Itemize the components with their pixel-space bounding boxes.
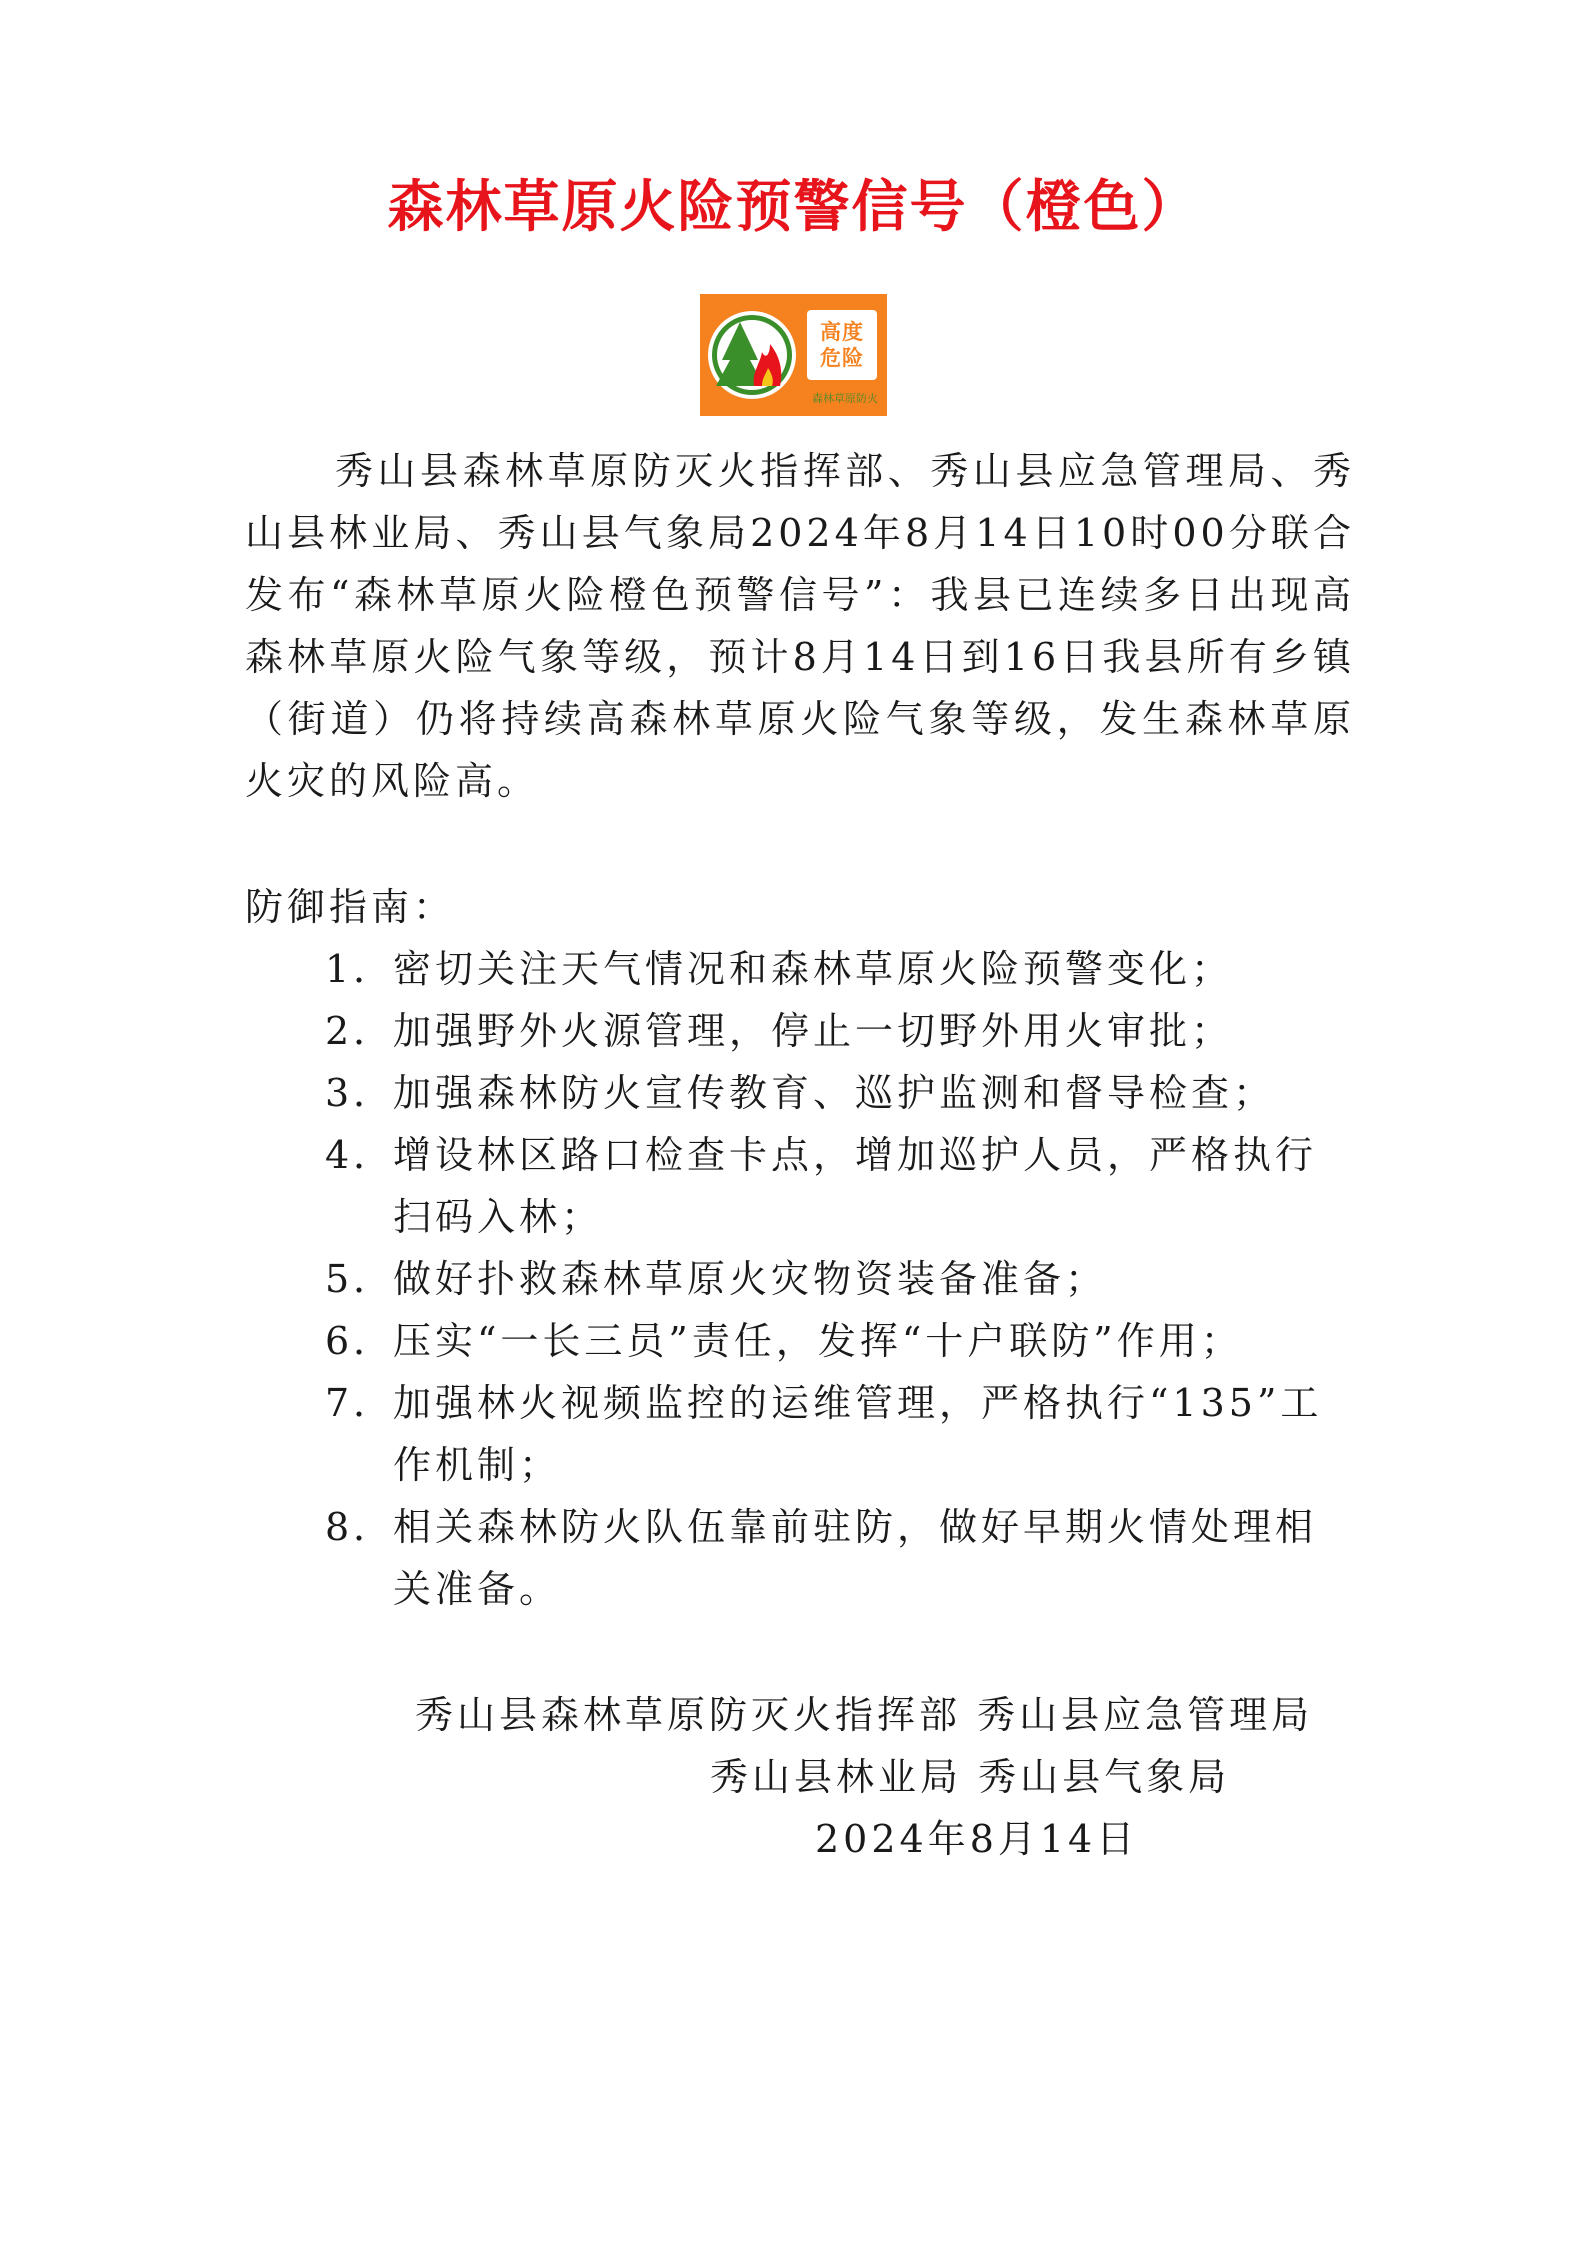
fire-warning-badge <box>700 294 887 416</box>
list-item <box>325 938 1355 1000</box>
list-item <box>325 1062 1355 1124</box>
guide-list <box>325 938 1355 1620</box>
list-item-number: 2． <box>325 1009 396 1053</box>
list-item-text: 相关森林防火队伍靠前驻防，做好早期火情处理相关准备。 <box>393 1505 1318 1611</box>
list-item-text: 加强森林防火宣传教育、巡护监测和督导检查； <box>393 1071 1276 1115</box>
list-item-number: 1． <box>325 947 396 991</box>
list-item <box>325 1372 1355 1496</box>
list-item-number: 4． <box>325 1133 396 1177</box>
list-item-number: 3． <box>325 1071 396 1115</box>
signature-date: 2024年8月14日 <box>815 1817 1139 1861</box>
list-item-number: 7． <box>325 1381 396 1425</box>
list-item <box>325 1496 1355 1620</box>
list-item-number: 8． <box>325 1505 396 1549</box>
list-item-text: 做好扑救森林草原火灾物资装备准备； <box>393 1257 1108 1301</box>
guide-heading: 防御指南： <box>245 885 456 929</box>
list-item <box>325 1248 1355 1310</box>
badge-label-line2: 危险 <box>820 346 864 370</box>
list-item-text: 密切关注天气情况和森林草原火险预警变化； <box>393 947 1234 991</box>
list-item-text: 加强林火视频监控的运维管理，严格执行“135”工作机制； <box>393 1381 1323 1487</box>
signature-issuers-line1: 秀山县森林草原防灭火指挥部 秀山县应急管理局 <box>415 1693 1314 1737</box>
announcement-paragraph: 秀山县森林草原防灭火指挥部、秀山县应急管理局、秀山县林业局、秀山县气象局2024年8月14日10时00分联合发布“森林草原火险橙色预警信号”：我县已连续多日出现高森林草原火险气象等级，预计8月14日到16日我县所有乡镇（街道）仍将持续高森林草原火险气象等级，发生森林草原火灾的风险高。 <box>245 449 1355 803</box>
list-item-number: 5． <box>325 1257 396 1301</box>
page-title: 森林草原火险预警信号（橙色） <box>387 175 1200 240</box>
list-item-number: 6． <box>325 1319 396 1363</box>
list-item-text: 压实“一长三员”责任，发挥“十户联防”作用； <box>393 1319 1243 1363</box>
badge-label-line1: 高度 <box>820 320 864 344</box>
badge-caption: 森林草原防火 <box>812 392 878 405</box>
signature-issuers-line2: 秀山县林业局 秀山县气象局 <box>710 1755 1231 1799</box>
badge-label <box>807 310 877 380</box>
list-item <box>325 1124 1355 1248</box>
list-item-text: 增设林区路口检查卡点，增加巡护人员，严格执行扫码入林； <box>393 1133 1318 1239</box>
list-item <box>325 1000 1355 1062</box>
list-item <box>325 1310 1355 1372</box>
list-item-text: 加强野外火源管理，停止一切野外用火审批； <box>393 1009 1234 1053</box>
